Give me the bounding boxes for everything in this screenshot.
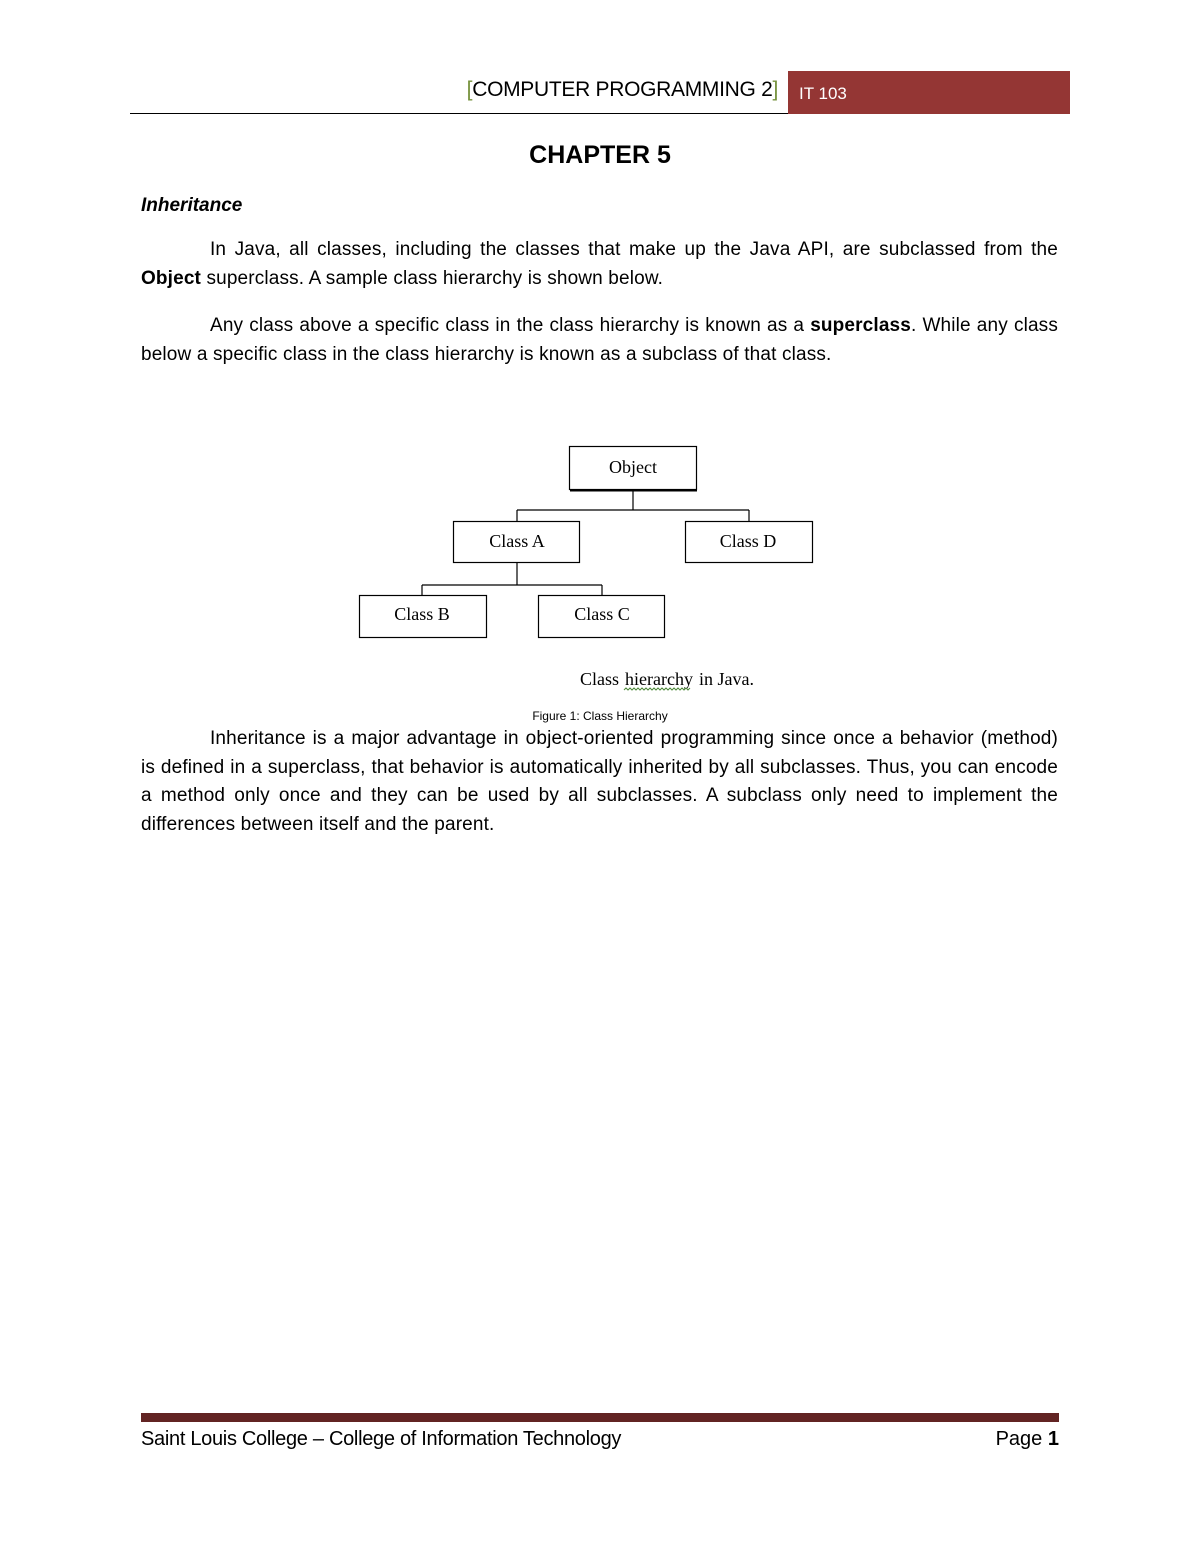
section-heading: Inheritance <box>141 195 243 216</box>
paragraph-2-text-a: Any class above a specific class in the class hierarchy is known as a <box>210 315 811 336</box>
node-class-b-label: Class B <box>394 604 450 624</box>
paragraph-1-text-a: In Java, all classes, including the classes that make up the Java API, are subclassed from the <box>210 239 1058 260</box>
footer-bar <box>141 1413 1059 1422</box>
node-class-c-label: Class C <box>574 604 630 624</box>
class-hierarchy-diagram <box>0 0 1200 720</box>
footer-page <box>996 1428 1059 1451</box>
paragraph-1-text-b: superclass. A sample class hierarchy is shown below. <box>201 267 664 289</box>
bracket-close: ] <box>772 78 778 101</box>
node-object-label: Object <box>609 457 657 477</box>
footer-institution: Saint Louis College – College of Information Technology <box>141 1428 622 1450</box>
paragraph-2-bold: superclass <box>810 315 911 336</box>
paragraph-3: Inheritance is a major advantage in object-oriented programming since once a behavior (method) is defined in a superclass, that behavior is automatically inherited by all subclasses. Thus, you can encode a method only once and they can be used by all subclasses. A subclass only need to implement the differences between itself and the parent. <box>141 728 1058 835</box>
course-code-badge: IT 103 <box>788 71 1070 114</box>
diagram-caption-word-3: in Java. <box>698 669 754 689</box>
node-class-d-label: Class D <box>719 531 777 551</box>
footer-page-number: 1 <box>1047 1428 1059 1450</box>
paragraph-1-bold: Object <box>141 267 202 289</box>
figure-caption: Figure 1: Class Hierarchy <box>532 709 668 723</box>
node-class-a-label: Class A <box>489 531 545 551</box>
bracket-open: [ <box>466 78 473 101</box>
document-title: COMPUTER PROGRAMMING 2 <box>472 78 773 101</box>
diagram-caption-word-1: Class <box>580 669 620 689</box>
diagram-caption-word-2: hierarchy <box>625 669 693 689</box>
diagram-caption <box>580 669 754 689</box>
chapter-heading: CHAPTER 5 <box>529 141 671 169</box>
footer-page-label: Page <box>995 1428 1043 1450</box>
paragraph-2-text-b: . While any class below a specific class in the class hierarchy is known as a subclass of that class. <box>141 315 1058 365</box>
